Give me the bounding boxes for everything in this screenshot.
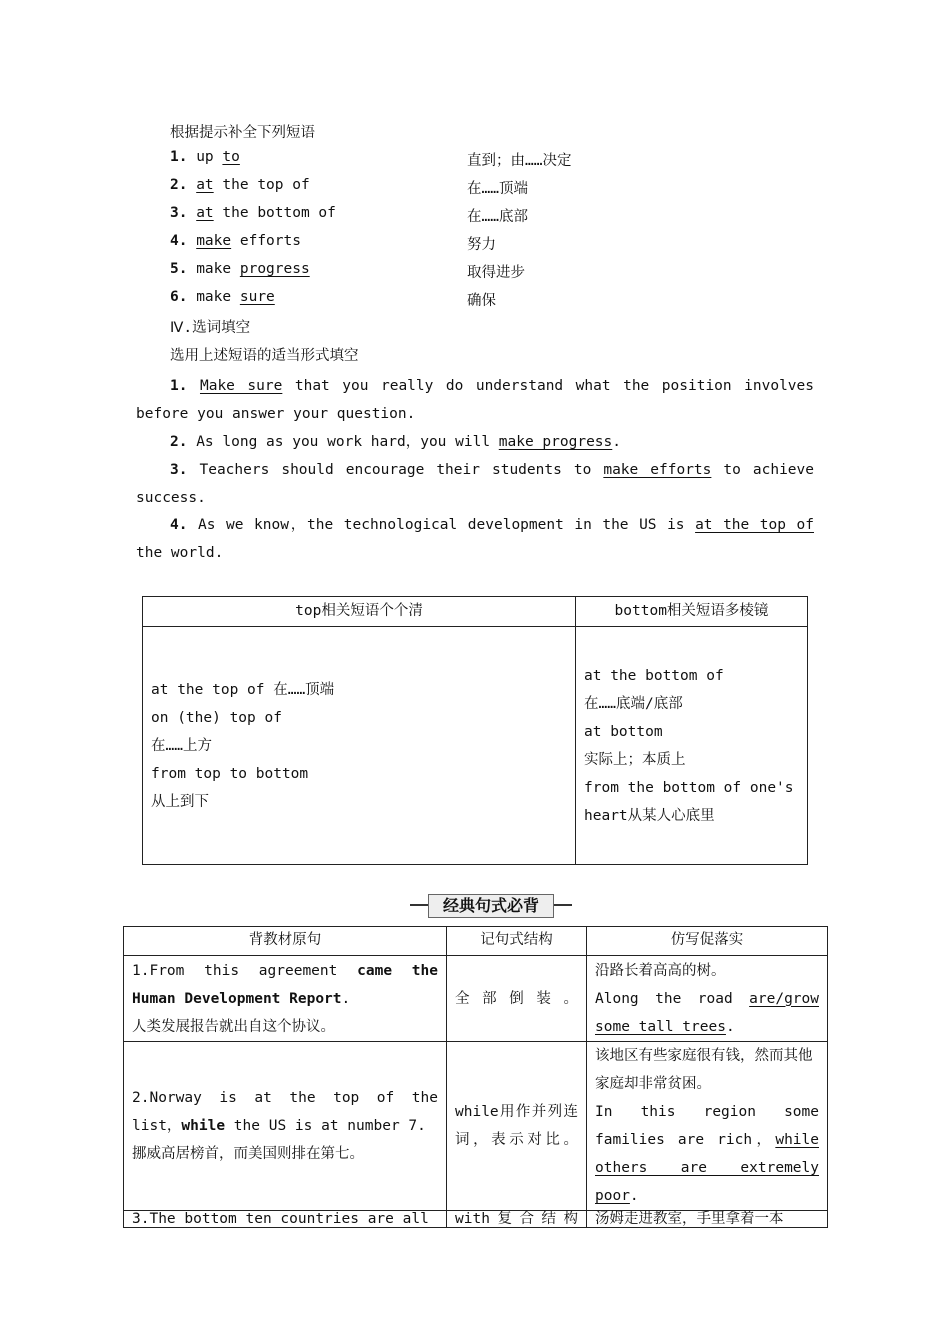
fill-text-pre: Teachers should encourage their students to (187, 462, 604, 478)
sentence-row (124, 1042, 828, 1211)
structure-note: with复合结构 (455, 1211, 578, 1227)
fill-number: 1. (170, 378, 188, 394)
top-phrase-line: 在……上方 (151, 737, 212, 754)
sentence-header-orig: 背教材原句 (124, 927, 447, 956)
top-phrase-line: 从上到下 (151, 793, 209, 810)
bottom-phrase-line: heart从某人心底里 (584, 807, 715, 824)
compare-left-header: top相关短语个个清 (143, 597, 576, 627)
imitation-text-post: . (629, 1188, 639, 1204)
phrase-text-pre: up (196, 149, 223, 165)
compare-right-cell (576, 627, 808, 865)
original-sentence-cell (124, 1211, 447, 1228)
original-key-structure: came the Human Development Report (132, 962, 438, 1007)
phrase-meaning: 在……顶端 (467, 181, 528, 197)
sentence-header-imitate: 仿写促落实 (587, 927, 828, 956)
phrase-number: 4. (170, 233, 197, 249)
fill-sentence (136, 372, 814, 428)
structure-cell (447, 1042, 587, 1211)
bottom-phrase-line: at bottom (584, 723, 663, 740)
bottom-phrase-line: 实际上；本质上 (584, 751, 686, 768)
phrase-text-post: efforts (231, 233, 301, 249)
original-translation: 人类发展报告就出自这个协议。 (132, 1018, 335, 1035)
original-sentence (132, 1084, 438, 1140)
top-phrase-line: from top to bottom (151, 765, 309, 782)
phrase-meaning: 努力 (467, 237, 496, 253)
phrase-meaning: 取得进步 (467, 265, 525, 281)
imitation-cell (587, 1042, 828, 1211)
section-intro: 根据提示补全下列短语 (170, 125, 315, 141)
bottom-phrase-line: at the bottom of (584, 667, 724, 684)
phrase-text-pre: make (196, 261, 240, 277)
sentence-header-structure: 记句式结构 (447, 927, 587, 956)
phrase-answer: at (196, 205, 214, 221)
phrase-meaning: 确保 (467, 293, 496, 309)
phrase-answer: sure (239, 289, 275, 305)
fill-number: 3. (170, 462, 188, 478)
imitation-cell (587, 956, 828, 1042)
phrase-number: 1. (170, 149, 197, 165)
imitation-text-pre: In this region some families are rich， (595, 1104, 819, 1148)
fill-sentence (136, 511, 814, 567)
imitation-text-pre: Along the road (595, 990, 750, 1007)
original-sentence (132, 1211, 438, 1227)
imitation-text-post: . (725, 1018, 735, 1035)
imitation-answer: are/grow some tall trees (595, 990, 819, 1035)
top-phrase-line: on (the) top of (151, 709, 282, 726)
imitation-answer-line (595, 1098, 819, 1210)
original-sentence (132, 957, 438, 1013)
phrase-item (170, 289, 275, 305)
fill-number: 4. (170, 517, 188, 533)
structure-note: while用作并列连词，表示对比。 (455, 1104, 578, 1148)
section4-intro: 选用上述短语的适当形式填空 (170, 348, 359, 364)
fill-text-post: the world. (136, 545, 224, 561)
top-phrase-line: at the top of 在……顶端 (151, 681, 335, 698)
fill-answer: Make sure (199, 378, 283, 394)
original-text-post: . (341, 990, 351, 1007)
phrase-item (170, 261, 310, 277)
compare-table (142, 596, 808, 865)
phrase-number: 5. (170, 261, 197, 277)
fill-answer: make progress (498, 434, 613, 450)
structure-cell (447, 1211, 587, 1228)
phrase-number: 6. (170, 289, 197, 305)
phrase-item (170, 205, 336, 221)
phrase-number: 2. (170, 177, 197, 193)
sentence-row (124, 1211, 828, 1228)
imitation-prompt: 该地区有些家庭很有钱，然而其他家庭却非常贫困。 (595, 1048, 813, 1092)
section4-title: Ⅳ.选词填空 (170, 320, 251, 336)
fill-text-pre (187, 378, 200, 394)
fill-text-pre: As long as you work hard，you will (187, 434, 499, 450)
fill-text-post: . (612, 434, 622, 450)
fill-answer: at the top of (695, 517, 814, 533)
phrase-text-pre: make (196, 289, 240, 305)
fill-answer: make efforts (603, 462, 712, 478)
original-text-pre: 3.The bottom ten countries are all (132, 1211, 429, 1227)
fill-text-post: that you really do understand what the position involves before you answer your question. (136, 378, 814, 422)
phrase-meaning: 在……底部 (467, 209, 528, 225)
fill-sentence (136, 456, 814, 512)
banner-title: 经典句式必背 (428, 894, 554, 918)
section-banner (410, 892, 572, 918)
fill-text-pre: As we know，the technological development in the US is (187, 517, 696, 533)
fill-number: 2. (170, 434, 188, 450)
compare-right-header: bottom相关短语多棱镜 (576, 597, 808, 627)
phrase-answer: at (196, 177, 214, 193)
phrase-answer: make (196, 233, 232, 249)
phrase-item (170, 149, 240, 165)
sentence-table (123, 926, 828, 1228)
original-text-pre: 2.Norway is at the top of the list， (132, 1090, 438, 1134)
phrase-answer: progress (239, 261, 310, 277)
imitation-cell (587, 1211, 828, 1228)
imitation-answer: while others are extremely poor (595, 1132, 819, 1204)
phrase-item (170, 233, 301, 249)
original-key-structure: while (181, 1118, 226, 1134)
bottom-phrase-line: 在……底端/底部 (584, 695, 683, 712)
structure-cell (447, 956, 587, 1042)
original-text-pre: 1.From this agreement (132, 962, 358, 979)
phrase-text-post: the top of (213, 177, 310, 193)
compare-left-cell (143, 627, 576, 865)
original-sentence-cell (124, 1042, 447, 1211)
sentence-row (124, 956, 828, 1042)
phrase-meaning: 直到；由……决定 (467, 153, 572, 169)
fill-sentence (136, 428, 814, 456)
phrase-text-post: the bottom of (213, 205, 336, 221)
imitation-prompt: 沿路长着高高的树。 (595, 962, 726, 979)
phrase-number: 3. (170, 205, 197, 221)
bottom-phrase-line: from the bottom of one's (584, 779, 794, 796)
phrase-item (170, 177, 310, 193)
imitation-answer-line (595, 985, 819, 1041)
original-text-post: the US is at number 7. (225, 1118, 426, 1134)
structure-note: 全部倒装。 (455, 990, 578, 1007)
original-translation: 挪威高居榜首，而美国则排在第七。 (132, 1146, 364, 1162)
imitation-prompt: 汤姆走进教室，手里拿着一本 (595, 1211, 784, 1227)
fill-text-post: to achieve success. (136, 462, 814, 506)
phrase-answer: to (222, 149, 240, 165)
original-sentence-cell (124, 956, 447, 1042)
